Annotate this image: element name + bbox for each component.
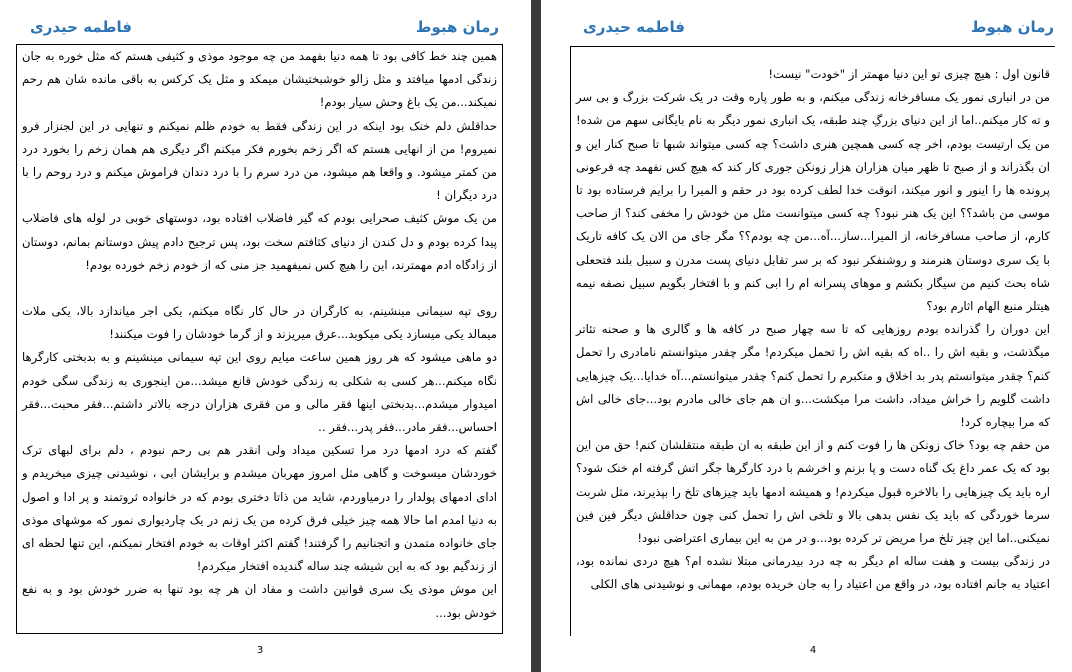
page-number: 3 [256, 645, 264, 656]
document-page-right [541, 0, 1072, 672]
paragraph: من یک موش کثیف صحرایی بودم که گیر فاضلاب افتاده بود، دوستهای خوبی در لوله های فاضلاب پیدا کرده بودم و دل کندن از دنیای کثافتم سخت بود، پس ترجیح دادم پیش دوستانم بمانم، دوستان از زادگاه ادم مهمترند، این را هیچ کس نمیفهمید جز منی که از خودم زخم خورده بودم! [22, 211, 497, 272]
page-header [541, 18, 1072, 42]
page-header [0, 18, 531, 42]
book-title: رمان هبوط [970, 18, 1054, 36]
paragraph: همین چند خط کافی بود تا همه دنیا بفهمد من چه موجود موذی و کثیفی هستم که مثل خوره به جان زندگی ادمها میافتد و مثل زالو خوشبختیشان میمکد و مثل یک کرکس به باقی مانده شان هم رحم نمیکند...من یک باغ وحش سیار بودم! [22, 49, 497, 110]
paragraph: در زندگی بیست و هفت ساله ام دیگر به چه درد بیدرمانی مبتلا نشده ام؟ هیچ دردی نمانده بود، اعتیاد به جانم افتاده بود، در واقع من اعتیاد را به جان خریده بودم، مهمانی و نوشیدنی های الکلی [576, 554, 1050, 592]
paragraph: قانون اول : هیچ چیزی تو این دنیا مهمتر از "خودت" نیست! [768, 67, 1050, 81]
paragraph: من در انباری نمور یک مسافرخانه زندگی میکنم، و به طور پاره وقت در یک شرکت بزرگ و بی سر و ته کار میکنم..اما از این دنیای بزرگِ چند طبقه، یک انباری نمور دیگر به نام بایگانی سهم من شده! من یک ارتیست بودم، اخر چه کسی همچین هنری داشت؟ چه کسی میتواند شبها تا صبح کنار این و ان بگذراند و از صبح تا ظهر میان هزاران هزار زونکن جوری کار کند که هیچ کس نفهمد چه فرعونی پرونده ها را اینور و انور میکند، انوقت خدا لطف کرده بود در حقم و المیرا را برایم فرستاده بود تا موسی من باشد؟؟ این یک هنر نبود؟ چه کسی میتوانست مثل من خودش را مخفی کند؟ از صاحب کارم، از صاحب مسافرخانه، از المیرا...ساز...آه...من چه بودم؟؟ مگر جای من الان یک کافه تاریک با یک سری دوستان هنرمند و روشنفکر نبود که بر سر تقابل دنیای پست مدرن و سبیل بلند فتحعلی شاه بحث کنیم من سیگار بکشم و موهای پسرانه ام را ابی کنم و با افتخار بگویم سبیل نصفه نیمه هیتلر منبع الهام اثارم بود؟ [576, 90, 1050, 314]
paragraph: من حقم چه بود؟ خاک زونکن ها را فوت کنم و از این طبقه به ان طبقه منتقلشان کنم! حق من این بود که یک عمر داغ یک گناه دست و پا بزنم و اخرشم با درد کارگرها جگر اتش گرفته ام خنک شود؟ اره باید یک چیزهایی را بالاخره قبول میکردم! و همیشه ادمها باید چیزهای تلخ را بپذیرند، مثل شربت سرما خوردگی که باید یک نفس بدهی بالا و تلخی اش را تحمل کنی چون حداقلش دیگر فین فین نمیکنی..اما این چیز تلخ مرا مریض تر کرده بود...و در من به این بیماری اعتراضی نبود! [576, 438, 1050, 546]
author-name: فاطمه حیدری [30, 18, 132, 36]
paragraph: دو ماهی میشود که هر روز همین ساعت میایم روی این تپه سیمانی مینشینم و به بدبختی کارگرها نگاه میکنم...هر کسی به شکلی به زندگی خودش قانع میشد...من اینجوری به زندگی سگی خودم امیدوار میشدم...بدبختی اینها فقر مالی و من فقری هزاران درجه بالاتر داشتم...فقر محبت...فقر احساس...فقر مادر...فقر پدر...فقر .. [22, 350, 497, 435]
author-name: فاطمه حیدری [583, 18, 685, 36]
page-number: 4 [809, 645, 817, 656]
paragraph: گفتم که درد ادمها درد مرا تسکین میداد ولی انقدر هم بی رحم نبودم ، دلم برای لبهای ترک خوردشان میسوخت و گاهی مثل امروز مهربان میشدم و برایشان ابی ، نوشیدنی چیزی میخریدم و ادای ادمهای پولدار را درمیاوردم، شاید من ذاتا دختری بودم که در خانواده ثروتمند و پر ادا و اصول به دنیا امدم اما حالا همه چیز خیلی فرق کرده من یک زنم در یک چاردیواری نمور که موشهای موذی جای خانواده متمدن و اتجنانیم را گرفتند! گفتم اکثر اوقات به خودم افتخار نمیکنم، این تنها لحظه ای از زندگیم بود که به این شیشه چند ساله گندیده افتخار میکردم! [22, 443, 497, 574]
book-title: رمان هبوط [415, 18, 499, 36]
paragraph: روی تپه سیمانی مینشینم، به کارگران در حال کار نگاه میکنم، یکی اجر میاندازد بالا، یکی ملات میمالد یکی میسازد یکی میکوبد...عرق میریزند و از گرما خودشان را فوت میکنند! [22, 304, 497, 342]
document-page-left [0, 0, 531, 672]
book-spine [531, 0, 541, 672]
paragraph: حداقلش دلم خنک بود اینکه در این زندگی فقط به خودم ظلم نمیکنم و تنهایی در این لجنزار فرو نمیروم! من از انهایی هستم که اگر زخم بخورم فکر میکنم اگر دیگری هم همان زخم را بخورد درد من کمتر میشود. و واقعا هم میشود، من درد سرم را با درد دندان فراموش میکنم و درد روحم را با درد دیگران ! [22, 118, 497, 203]
body-text-box [16, 44, 503, 634]
paragraph: این موش موذی یک سری قوانین داشت و مفاد ان هر چه بود تنها به ضرر خودش بود و به نفع خودش بود... [22, 582, 497, 620]
paragraph: این دوران را گذرانده بودم روزهایی که تا سه چهار صبح در کافه ها و گالری ها و صحنه تئاتر میگذشت، و بقیه اش را ..اه که بقیه اش را تحمل میکردم! مگر چقدر میتوانستم نامادری را تحمل کنم؟ چقدر میتوانستم پدر بد اخلاق و متکبرم را تحمل کنم؟ چقدر میتوانستم...آه خدایا...یک چیزهایی داشت گلویم را خراش میداد، داشت مرا میکشت...و ان هم جای خالی مادرم بود...جای خالی اش که مرا بیچاره کرد! [576, 322, 1050, 430]
body-text-box [570, 46, 1055, 636]
